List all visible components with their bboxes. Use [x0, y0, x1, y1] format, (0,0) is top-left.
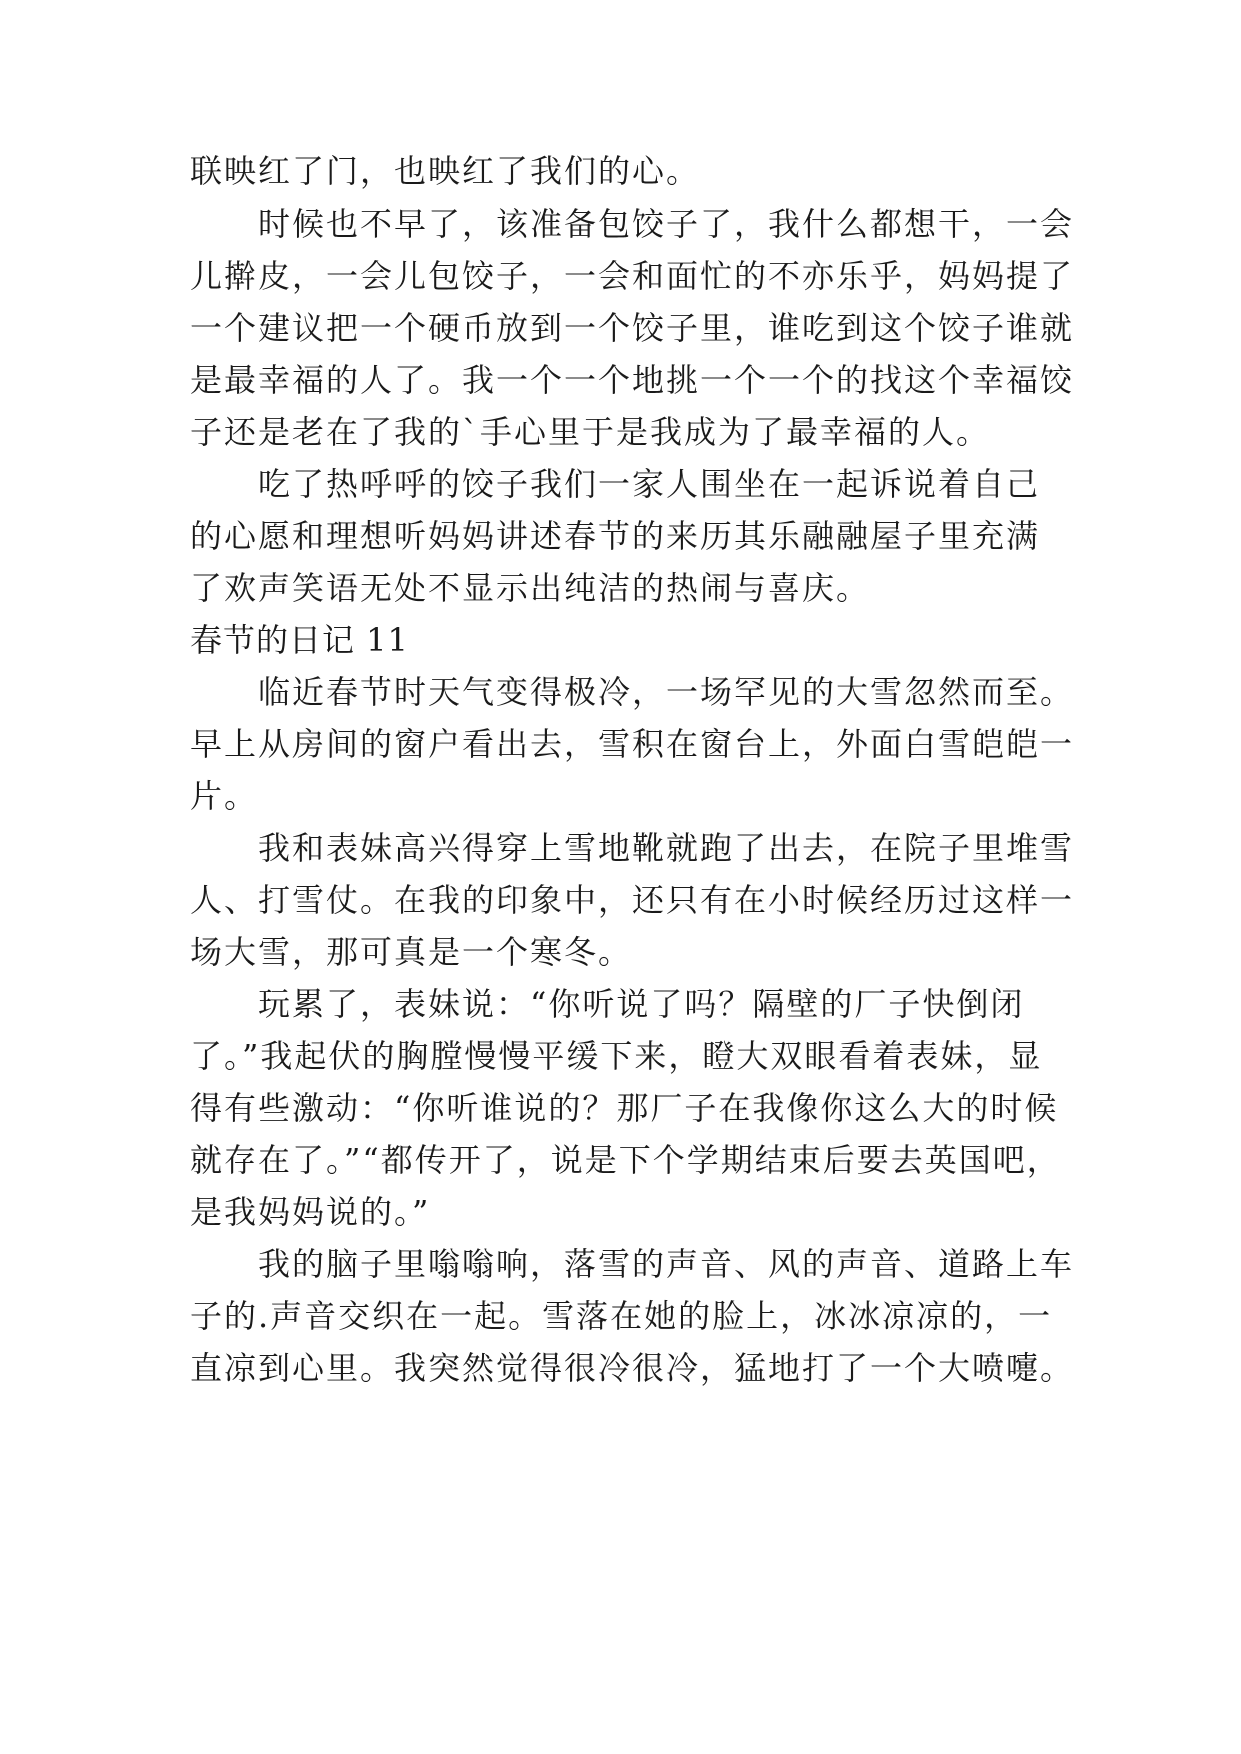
paragraph-start-line: 玩累了，表妹说：“你听说了吗？隔壁的厂子快倒闭 — [258, 985, 1025, 1023]
section-heading: 春节的日记 11 — [190, 621, 409, 659]
text-line: 儿擀皮，一会儿包饺子，一会和面忙的不亦乐乎，妈妈提了 — [190, 257, 1075, 295]
text-line: 子还是老在了我的`手心里于是我成为了最幸福的人。 — [190, 413, 991, 451]
paragraph-start-line: 吃了热呼呼的饺子我们一家人围坐在一起诉说着自己 — [258, 465, 1041, 503]
text-line: 一个建议把一个硬币放到一个饺子里，谁吃到这个饺子谁就 — [190, 309, 1075, 347]
text-line: 得有些激动：“你听谁说的？那厂子在我像你这么大的时候 — [190, 1089, 1059, 1127]
text-line: 就存在了。”“都传开了，说是下个学期结束后要去英国吧， — [190, 1141, 1061, 1179]
paragraph-start-line: 我和表妹高兴得穿上雪地靴就跑了出去，在院子里堆雪 — [258, 829, 1075, 867]
text-line: 场大雪，那可真是一个寒冬。 — [190, 933, 633, 971]
text-line: 片。 — [190, 777, 259, 815]
text-line: 直凉到心里。我突然觉得很冷很冷，猛地打了一个大喷嚏。 — [190, 1349, 1075, 1387]
paragraph-start-line: 我的脑子里嗡嗡响，落雪的声音、风的声音、道路上车 — [258, 1245, 1075, 1283]
paragraph-start-line: 时候也不早了，该准备包饺子了，我什么都想干，一会 — [258, 205, 1075, 243]
text-line: 早上从房间的窗户看出去，雪积在窗台上，外面白雪皑皑一 — [190, 725, 1075, 763]
paragraph-start-line: 临近春节时天气变得极冷，一场罕见的大雪忽然而至。 — [258, 673, 1075, 711]
text-line: 是最幸福的人了。我一个一个地挑一个一个的找这个幸福饺 — [190, 361, 1075, 399]
text-line: 人、打雪仗。在我的印象中，还只有在小时候经历过这样一 — [190, 881, 1075, 919]
text-line: 是我妈妈说的。” — [190, 1193, 431, 1231]
text-line: 了。”我起伏的胸膛慢慢平缓下来，瞪大双眼看着表妹，显 — [190, 1037, 1043, 1075]
text-line: 子的.声音交织在一起。雪落在她的脸上，冰冰凉凉的，一 — [190, 1297, 1053, 1335]
text-line: 联映红了门，也映红了我们的心。 — [190, 152, 701, 190]
text-line: 的心愿和理想听妈妈讲述春节的来历其乐融融屋子里充满 — [190, 517, 1041, 555]
text-line: 了欢声笑语无处不显示出纯洁的热闹与喜庆。 — [190, 569, 871, 607]
